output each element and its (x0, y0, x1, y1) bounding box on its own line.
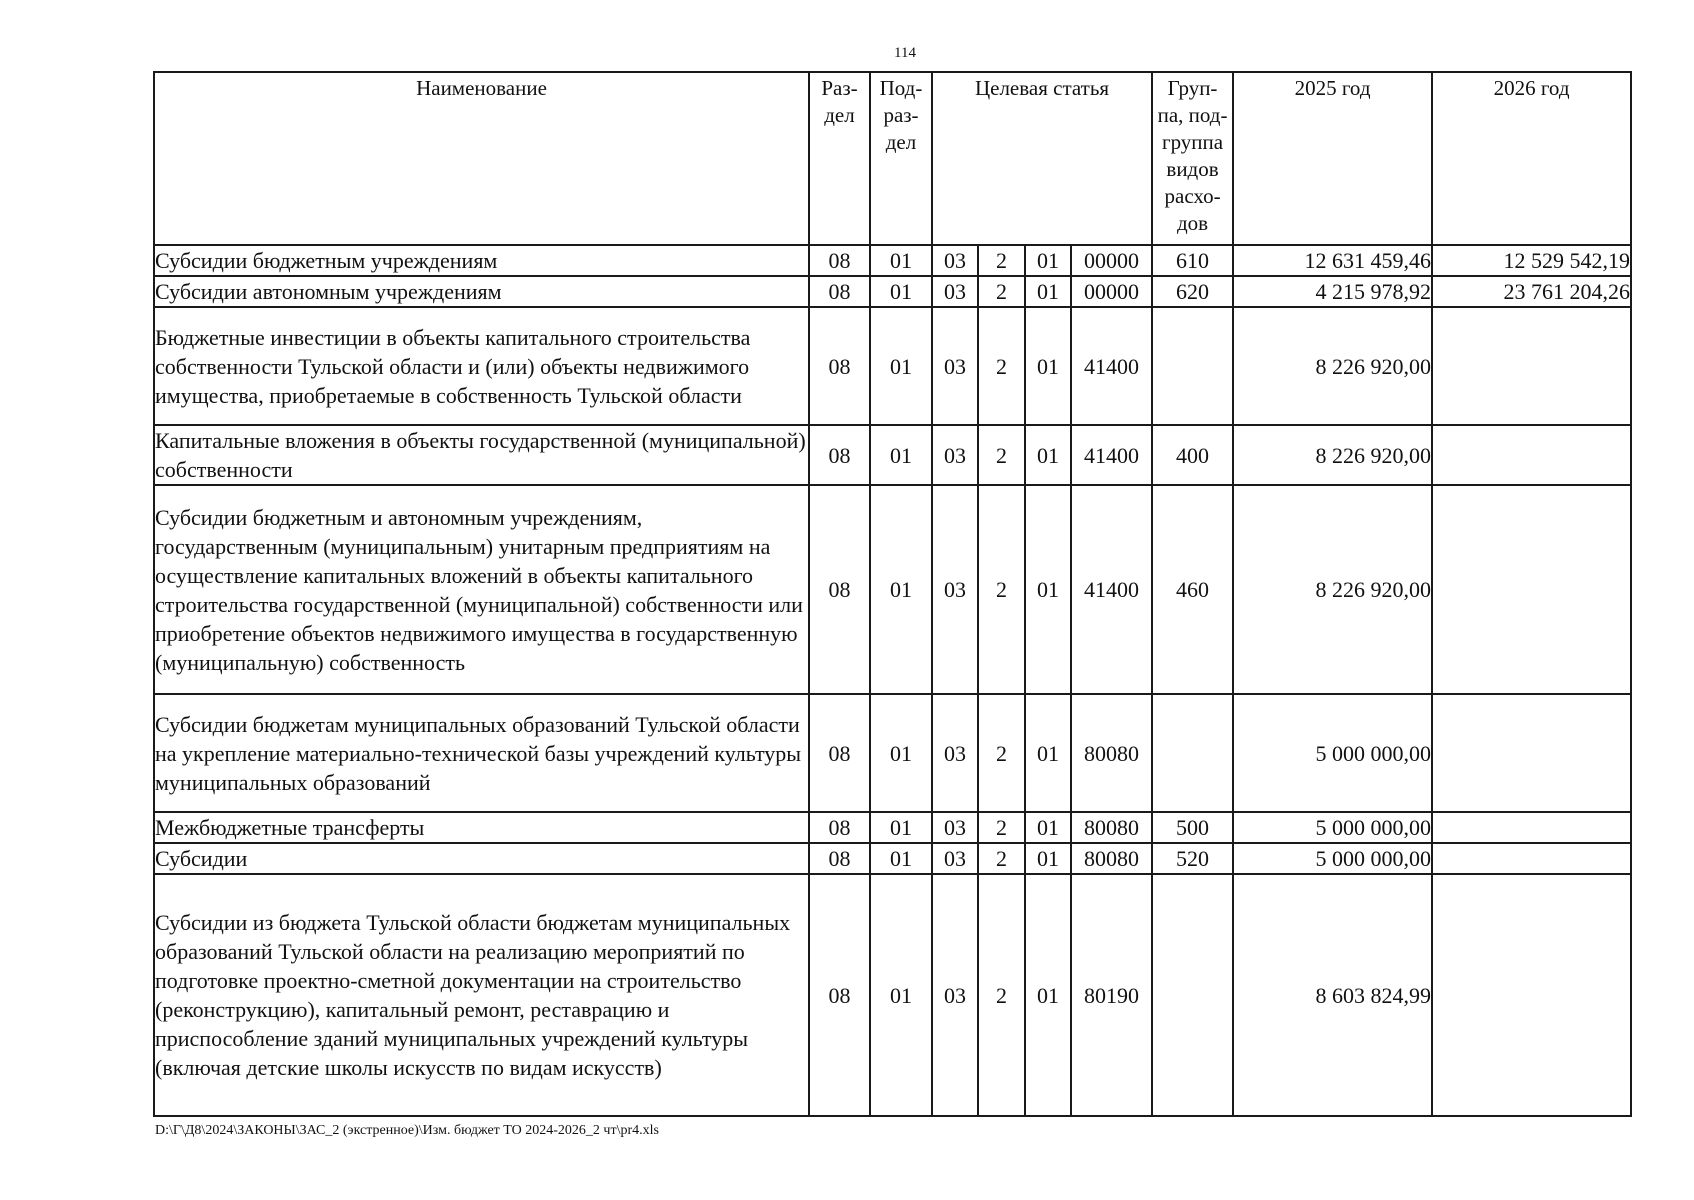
row-expense-group (1152, 874, 1233, 1116)
row-target-part4: 80190 (1071, 874, 1152, 1116)
table-row (154, 694, 1631, 812)
row-target-part1: 03 (932, 812, 978, 843)
row-target-part2: 2 (978, 245, 1025, 276)
row-name: Субсидии (154, 843, 809, 874)
row-target-part1: 03 (932, 485, 978, 694)
row-target-part3: 01 (1025, 485, 1071, 694)
row-target-part3: 01 (1025, 694, 1071, 812)
row-name: Субсидии бюджетам муниципальных образований Тульской области на укрепление материально-технической базы учреждений культуры муниципальных образований (154, 694, 809, 812)
row-target-part3: 01 (1025, 425, 1071, 485)
row-expense-group: 460 (1152, 485, 1233, 694)
row-subsection: 01 (870, 843, 932, 874)
table-row (154, 874, 1631, 1116)
row-target-part1: 03 (932, 425, 978, 485)
row-target-part1: 03 (932, 843, 978, 874)
table-row (154, 485, 1631, 694)
header-2025: 2025 год (1233, 72, 1432, 245)
row-target-part4: 41400 (1071, 425, 1152, 485)
row-target-part3: 01 (1025, 843, 1071, 874)
row-name: Бюджетные инвестиции в объекты капитального строительства собственности Тульской области и (или) объекты недвижимого имущества, приобретаемые в собственность Тульской области (154, 307, 809, 425)
row-amount-2026: 12 529 542,19 (1432, 245, 1631, 276)
row-amount-2026 (1432, 812, 1631, 843)
table-header-row (154, 72, 1631, 245)
row-subsection: 01 (870, 812, 932, 843)
row-target-part2: 2 (978, 812, 1025, 843)
row-subsection: 01 (870, 694, 932, 812)
row-amount-2025: 5 000 000,00 (1233, 812, 1432, 843)
table-row (154, 307, 1631, 425)
row-target-part1: 03 (932, 307, 978, 425)
row-target-part4: 80080 (1071, 694, 1152, 812)
row-amount-2026: 23 761 204,26 (1432, 276, 1631, 307)
row-expense-group (1152, 307, 1233, 425)
row-expense-group (1152, 694, 1233, 812)
row-target-part3: 01 (1025, 276, 1071, 307)
row-expense-group: 520 (1152, 843, 1233, 874)
row-subsection: 01 (870, 425, 932, 485)
row-target-part4: 80080 (1071, 812, 1152, 843)
header-expense-group: Груп- па, под- группа видов расхо- дов (1152, 72, 1233, 245)
row-amount-2026 (1432, 874, 1631, 1116)
row-subsection: 01 (870, 485, 932, 694)
table-row (154, 276, 1631, 307)
row-expense-group: 610 (1152, 245, 1233, 276)
row-target-part2: 2 (978, 874, 1025, 1116)
row-target-part4: 41400 (1071, 307, 1152, 425)
row-target-part3: 01 (1025, 307, 1071, 425)
table-row (154, 425, 1631, 485)
row-amount-2025: 8 226 920,00 (1233, 485, 1432, 694)
row-target-part3: 01 (1025, 812, 1071, 843)
row-amount-2025: 8 226 920,00 (1233, 425, 1432, 485)
header-subsection: Под- раз- дел (870, 72, 932, 245)
row-name: Капитальные вложения в объекты государственной (муниципальной) собственности (154, 425, 809, 485)
row-amount-2025: 5 000 000,00 (1233, 843, 1432, 874)
row-target-part4: 00000 (1071, 245, 1152, 276)
table-row (154, 245, 1631, 276)
row-target-part2: 2 (978, 843, 1025, 874)
row-amount-2025: 4 215 978,92 (1233, 276, 1432, 307)
row-name: Субсидии бюджетным и автономным учреждениям, государственным (муниципальным) унитарным предприятиям на осуществление капитальных вложений в объекты капитального строительства государственной (муниципальной) собственности или приобретение объектов недвижимого имущества в государственную (муниципальную) собственность (154, 485, 809, 694)
page-number: 114 (894, 45, 916, 61)
table-row (154, 843, 1631, 874)
row-amount-2026 (1432, 307, 1631, 425)
row-target-part1: 03 (932, 874, 978, 1116)
row-target-part4: 00000 (1071, 276, 1152, 307)
row-name: Субсидии из бюджета Тульской области бюджетам муниципальных образований Тульской области на реализацию мероприятий по подготовке проектно-сметной документации на строительство (реконструкцию), капитальный ремонт, реставрацию и приспособление зданий муниципальных учреждений культуры (включая детские школы искусств по видам искусств) (154, 874, 809, 1116)
row-target-part2: 2 (978, 307, 1025, 425)
header-section: Раз- дел (809, 72, 870, 245)
row-amount-2026 (1432, 485, 1631, 694)
row-section: 08 (809, 276, 870, 307)
row-amount-2025: 5 000 000,00 (1233, 694, 1432, 812)
row-target-part3: 01 (1025, 874, 1071, 1116)
header-name: Наименование (154, 72, 809, 245)
row-section: 08 (809, 874, 870, 1116)
row-section: 08 (809, 812, 870, 843)
row-subsection: 01 (870, 276, 932, 307)
row-subsection: 01 (870, 874, 932, 1116)
row-section: 08 (809, 485, 870, 694)
row-amount-2026 (1432, 425, 1631, 485)
header-target-article: Целевая статья (932, 72, 1152, 245)
row-expense-group: 620 (1152, 276, 1233, 307)
row-target-part1: 03 (932, 245, 978, 276)
row-section: 08 (809, 425, 870, 485)
row-subsection: 01 (870, 245, 932, 276)
row-target-part2: 2 (978, 694, 1025, 812)
row-name: Субсидии бюджетным учреждениям (154, 245, 809, 276)
row-amount-2025: 8 603 824,99 (1233, 874, 1432, 1116)
row-name: Субсидии автономным учреждениям (154, 276, 809, 307)
row-expense-group: 400 (1152, 425, 1233, 485)
row-amount-2026 (1432, 694, 1631, 812)
row-expense-group: 500 (1152, 812, 1233, 843)
row-target-part1: 03 (932, 694, 978, 812)
row-amount-2025: 12 631 459,46 (1233, 245, 1432, 276)
row-target-part4: 41400 (1071, 485, 1152, 694)
budget-table (153, 71, 1632, 1117)
row-name: Межбюджетные трансферты (154, 812, 809, 843)
row-amount-2025: 8 226 920,00 (1233, 307, 1432, 425)
row-amount-2026 (1432, 843, 1631, 874)
table-body (154, 245, 1631, 1116)
row-target-part2: 2 (978, 276, 1025, 307)
row-section: 08 (809, 245, 870, 276)
row-section: 08 (809, 307, 870, 425)
row-section: 08 (809, 843, 870, 874)
table-row (154, 812, 1631, 843)
header-2026: 2026 год (1432, 72, 1631, 245)
row-target-part2: 2 (978, 485, 1025, 694)
row-target-part1: 03 (932, 276, 978, 307)
file-path-footer: D:\Г\Д8\2024\ЗАКОНЫ\ЗАС_2 (экстренное)\Изм. бюджет ТО 2024-2026_2 чт\pr4.xls (155, 1123, 659, 1138)
row-section: 08 (809, 694, 870, 812)
row-target-part4: 80080 (1071, 843, 1152, 874)
row-target-part3: 01 (1025, 245, 1071, 276)
row-subsection: 01 (870, 307, 932, 425)
row-target-part2: 2 (978, 425, 1025, 485)
